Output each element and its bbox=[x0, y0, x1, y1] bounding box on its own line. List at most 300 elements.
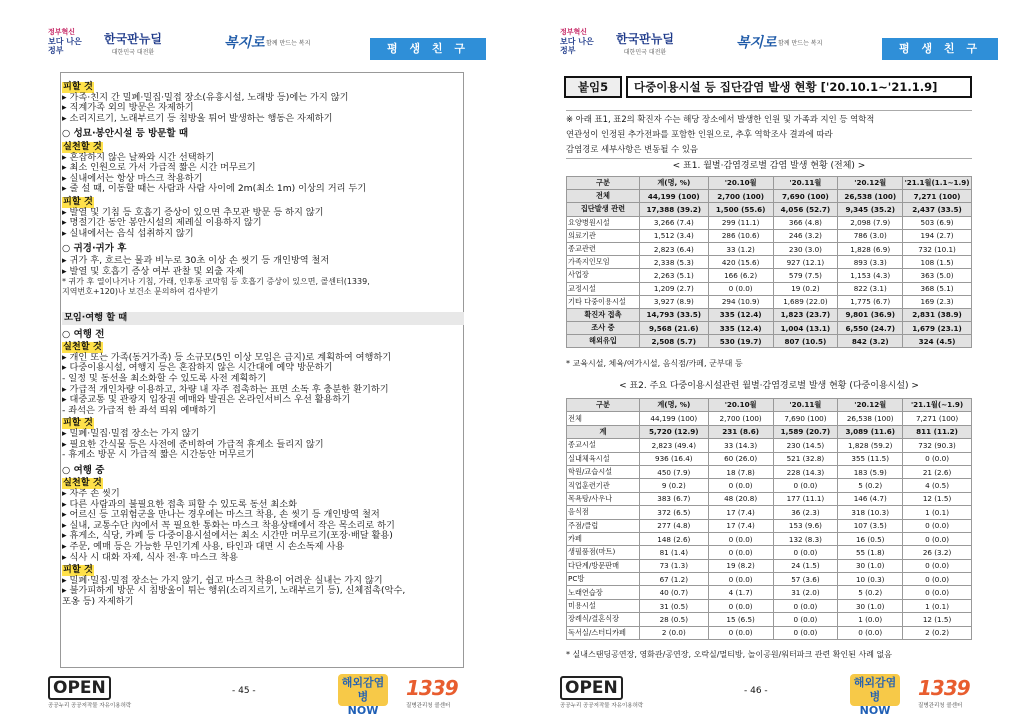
column-header: 계(명, %) bbox=[639, 399, 708, 412]
highlight-heading: 실천할 것 bbox=[63, 477, 102, 489]
table-cell: 9,568 (21.6) bbox=[639, 322, 708, 335]
note-line: 지역번호+120)나 보건소 문의하여 검사받기 bbox=[62, 287, 219, 297]
table-cell: 166 (6.2) bbox=[708, 269, 773, 282]
row-label: 직업훈련기관 bbox=[567, 479, 640, 492]
bullet-line: ▸ 다른 사람과의 불필요한 접촉 피할 수 있도록 동선 최소화 bbox=[62, 498, 298, 510]
table-cell: 2,823 (6.4) bbox=[639, 242, 708, 255]
table-cell: 1 (0.1) bbox=[903, 599, 972, 612]
table-cell: 6,550 (24.7) bbox=[838, 322, 903, 335]
table-cell: 73 (1.3) bbox=[639, 559, 708, 572]
column-header: '20.10월 bbox=[708, 177, 773, 190]
table-row bbox=[567, 586, 972, 599]
table-cell: 169 (2.3) bbox=[903, 295, 972, 308]
row-label: 요양병원시설 bbox=[567, 216, 640, 229]
gov-innovation-logo: 정부혁신 보다 나은 정부 bbox=[560, 28, 594, 55]
table-cell: 12 (1.5) bbox=[903, 613, 972, 626]
table-cell: 9,345 (35.2) bbox=[838, 203, 903, 216]
table-cell: 17 (7.4) bbox=[708, 519, 773, 532]
table-cell: 230 (3.0) bbox=[773, 242, 838, 255]
bullet-line: ▸ 다중이용시설, 여행지 등은 혼잡하지 않은 시간대에 예약 방문하기 bbox=[62, 362, 333, 374]
table-cell: 5 (0.2) bbox=[838, 586, 903, 599]
table-row bbox=[567, 546, 972, 559]
row-label: 집단발생 관련 bbox=[567, 203, 640, 216]
table-cell: 807 (10.5) bbox=[773, 335, 838, 348]
table-cell: 0 (0.0) bbox=[708, 573, 773, 586]
korean-new-deal-logo: 한국판뉴딜 대한민국 대전환 bbox=[616, 32, 674, 56]
table-cell: 9,801 (36.9) bbox=[838, 308, 903, 321]
table-cell: 0 (0.0) bbox=[903, 452, 972, 465]
table-cell: 2,437 (33.5) bbox=[903, 203, 972, 216]
table-cell: 48 (20.8) bbox=[708, 492, 773, 505]
row-label: 주점/클럽 bbox=[567, 519, 640, 532]
table-cell: 0 (0.0) bbox=[773, 626, 838, 639]
table-cell: 231 (8.6) bbox=[708, 425, 773, 438]
bullet-line: ▸ 줄 설 때, 이동할 때는 사람과 사람 사이에 2m(최소 1m) 이상의 거리 두기 bbox=[62, 183, 367, 195]
table-row bbox=[567, 573, 972, 586]
table-cell: 108 (1.5) bbox=[903, 256, 972, 269]
table-row bbox=[567, 492, 972, 505]
row-label: 전체 bbox=[567, 412, 640, 425]
table-row bbox=[567, 626, 972, 639]
bullet-line: - 좌석은 가급적 한 좌석 띄워 예매하기 bbox=[62, 404, 216, 416]
bullet-line: ▸ 실내, 교통수단 內에서 꼭 필요한 통화는 마스크 착용상태에서 작은 목소리로 하기 bbox=[62, 519, 395, 531]
table-row bbox=[567, 439, 972, 452]
table-row bbox=[567, 256, 972, 269]
bullet-line: ▸ 주문, 예매 등은 가능한 무인기계 사용, 타인과 대면 시 손소독제 사용 bbox=[62, 540, 345, 552]
page-header bbox=[560, 20, 998, 66]
bullet-line: ▸ 실내에서는 음식 섭취하지 않기 bbox=[62, 227, 194, 239]
table-row bbox=[567, 613, 972, 626]
table-row bbox=[567, 335, 972, 348]
table-cell: 0 (0.0) bbox=[773, 599, 838, 612]
highlight-line bbox=[62, 478, 464, 489]
row-label: 전체 bbox=[567, 190, 640, 203]
table-cell: 12 (1.5) bbox=[903, 492, 972, 505]
table-cell: 57 (3.6) bbox=[773, 573, 838, 586]
highlight-heading: 실천할 것 bbox=[63, 140, 102, 152]
table-cell: 33 (14.3) bbox=[708, 439, 773, 452]
hotline-1339-logo: 1339 bbox=[918, 676, 970, 700]
table-cell: 503 (6.9) bbox=[903, 216, 972, 229]
table-cell: 16 (0.5) bbox=[838, 532, 903, 545]
section-heading: ○ 귀경·귀가 후 bbox=[62, 243, 127, 255]
row-label: 음식점 bbox=[567, 506, 640, 519]
table-note: ※ 아래 표1, 표2의 확진자 수는 해당 장소에서 발생한 인원 및 가족과 지인 등 역학적 연관성이 인정된 추가전파를 포함한 인원으로, 추후 역학조사 결과에 따라 감염경로 세부사항은 변동될 수 있음 bbox=[566, 110, 972, 159]
table-cell: 0 (0.0) bbox=[708, 532, 773, 545]
table-cell: 0 (0.0) bbox=[708, 626, 773, 639]
table-cell: 420 (15.6) bbox=[708, 256, 773, 269]
table-row bbox=[567, 465, 972, 478]
bullet-line: ▸ 불가피하게 방문 시 침방울이 튀는 행위(소리지르기, 노래부르기 등), 신체접촉(악수, bbox=[62, 585, 406, 597]
table-cell: 1,689 (22.0) bbox=[773, 295, 838, 308]
table2-caption: < 표2. 주요 다중이용시설관련 월별·감염경로별 발생 현황 (다중이용시설) > bbox=[619, 381, 919, 391]
table-cell: 17 (7.4) bbox=[708, 506, 773, 519]
table-cell: 30 (1.0) bbox=[838, 599, 903, 612]
highlight-heading: 피할 것 bbox=[63, 81, 93, 92]
table-cell: 14,793 (33.5) bbox=[639, 308, 708, 321]
table1-footnote: * 교육시설, 체육/여가시설, 음식점/카페, 군부대 등 bbox=[566, 359, 743, 368]
table2-footnote: * 실내스탠딩공연장, 영화관/공연장, 오락실/멀티방, 놀이공원/워터파크 관련 확인된 사례 없음 bbox=[566, 650, 892, 659]
row-label: 노래연습장 bbox=[567, 586, 640, 599]
table-cell: 26,538 (100) bbox=[838, 190, 903, 203]
table-row bbox=[567, 295, 972, 308]
table-cell: 0 (0.0) bbox=[903, 586, 972, 599]
table-cell: 368 (5.1) bbox=[903, 282, 972, 295]
bullet-line: ▸ 휴게소, 식당, 카페 등 다중이용시설에서는 최소 시간만 머무르기(포장·배달 활용) bbox=[62, 530, 393, 542]
table-row bbox=[567, 479, 972, 492]
table-cell: 3,927 (8.9) bbox=[639, 295, 708, 308]
table-cell: 1,209 (2.7) bbox=[639, 282, 708, 295]
table-cell: 822 (3.1) bbox=[838, 282, 903, 295]
table-cell: 2,098 (7.9) bbox=[838, 216, 903, 229]
bullet-line: ▸ 어르신 등 고위험군을 만나는 경우에는 마스크 착용, 손 씻기 등 개인방역 철저 bbox=[62, 509, 380, 521]
table-cell: 153 (9.6) bbox=[773, 519, 838, 532]
column-header: 구분 bbox=[567, 177, 640, 190]
bullet-line: ▸ 혼잡하지 않은 날짜와 시간 선택하기 bbox=[62, 151, 215, 163]
table-cell: 0 (0.0) bbox=[773, 546, 838, 559]
bullet-line: ▸ 소리지르기, 노래부르기 등 침방울 튀어 발생하는 행동은 자제하기 bbox=[62, 112, 333, 124]
table-cell: 372 (6.5) bbox=[639, 506, 708, 519]
table-cell: 60 (26.0) bbox=[708, 452, 773, 465]
bullet-line: 포옹 등) 자제하기 bbox=[62, 595, 134, 607]
column-header: '20.12월 bbox=[838, 177, 903, 190]
table-cell: 0 (0.0) bbox=[903, 519, 972, 532]
table-cell: 1 (0.1) bbox=[903, 506, 972, 519]
table-cell: 44,199 (100) bbox=[639, 190, 708, 203]
table-cell: 4 (1.7) bbox=[708, 586, 773, 599]
table-cell: 2,263 (5.1) bbox=[639, 269, 708, 282]
table-cell: 7,271 (100) bbox=[903, 412, 972, 425]
highlight-line bbox=[62, 142, 464, 153]
table-row bbox=[567, 308, 972, 321]
page-number: - 46 - bbox=[744, 686, 768, 696]
table1-caption: < 표1. 월별·감염경로별 감염 발생 현황 (전체) > bbox=[672, 161, 866, 171]
table-cell: 26 (3.2) bbox=[903, 546, 972, 559]
bullet-line: ▸ 밀폐·밀집·밀접 장소는 가지 않기, 쉽고 마스크 착용이 어려운 실내는 가지 않기 bbox=[62, 574, 383, 586]
table-cell: 0 (0.0) bbox=[773, 613, 838, 626]
guideline-text bbox=[62, 80, 464, 608]
table-row bbox=[567, 190, 972, 203]
table-cell: 7,690 (100) bbox=[773, 412, 838, 425]
table-cell: 2,338 (5.3) bbox=[639, 256, 708, 269]
table2-facilities bbox=[566, 398, 972, 640]
table-cell: 33 (1.2) bbox=[708, 242, 773, 255]
row-label: 독서실/스터디카페 bbox=[567, 626, 640, 639]
column-header: 계(명, %) bbox=[639, 177, 708, 190]
table-row bbox=[567, 282, 972, 295]
table-cell: 31 (2.0) bbox=[773, 586, 838, 599]
table-cell: 1,512 (3.4) bbox=[639, 229, 708, 242]
table-cell: 2,700 (100) bbox=[708, 190, 773, 203]
table-cell: 2,831 (38.9) bbox=[903, 308, 972, 321]
open-license-caption: 공공누리 공공저작물 자유이용허락 bbox=[48, 703, 132, 709]
column-header: '20.10월 bbox=[708, 399, 773, 412]
table-cell: 28 (0.5) bbox=[639, 613, 708, 626]
table-row bbox=[567, 506, 972, 519]
table-cell: 363 (5.0) bbox=[903, 269, 972, 282]
table-row bbox=[567, 519, 972, 532]
table-cell: 0 (0.0) bbox=[708, 599, 773, 612]
table-cell: 2,700 (100) bbox=[708, 412, 773, 425]
table-row bbox=[567, 452, 972, 465]
table-cell: 521 (32.8) bbox=[773, 452, 838, 465]
row-label: 미용시설 bbox=[567, 599, 640, 612]
attachment-title: 다중이용시설 등 집단감염 발생 현황 ['20.10.1~'21.1.9] bbox=[626, 76, 972, 98]
row-label: 종교시설 bbox=[567, 439, 640, 452]
table-cell: 1,153 (4.3) bbox=[838, 269, 903, 282]
row-label: 실내체육시설 bbox=[567, 452, 640, 465]
table-cell: 246 (3.2) bbox=[773, 229, 838, 242]
table-row bbox=[567, 229, 972, 242]
table-cell: 0 (0.0) bbox=[838, 626, 903, 639]
table-cell: 277 (4.8) bbox=[639, 519, 708, 532]
table-cell: 146 (4.7) bbox=[838, 492, 903, 505]
bokjiro-logo: 복지로 bbox=[224, 35, 265, 51]
table-cell: 0 (0.0) bbox=[708, 546, 773, 559]
table-cell: 355 (11.5) bbox=[838, 452, 903, 465]
column-header: '20.11월 bbox=[773, 177, 838, 190]
bullet-line: ▸ 가급적 개인차량 이용하고, 차량 내 자주 접촉하는 표면 소독 후 충분한 환기하기 bbox=[62, 383, 389, 395]
table-cell: 299 (11.1) bbox=[708, 216, 773, 229]
row-label: 종교관련 bbox=[567, 242, 640, 255]
note-line: * 귀가 후 열이나거나 기침, 가래, 인후통 코막힘 등 호흡기 증상이 있으면, 콜센터(1339, bbox=[62, 277, 370, 287]
column-header: '20.11월 bbox=[773, 399, 838, 412]
highlight-heading: 실천할 것 bbox=[63, 341, 102, 353]
table-cell: 24 (1.5) bbox=[773, 559, 838, 572]
bullet-line: - 일정 및 동선을 최소화할 수 있도록 사전 계획하기 bbox=[62, 373, 267, 385]
bullet-line: ▸ 필요한 간식물 등은 사전에 준비하여 가급적 휴게소 들리지 않기 bbox=[62, 438, 324, 450]
table-cell: 40 (0.7) bbox=[639, 586, 708, 599]
table-cell: 2 (0.0) bbox=[639, 626, 708, 639]
table-cell: 228 (14.3) bbox=[773, 465, 838, 478]
table-cell: 44,199 (100) bbox=[639, 412, 708, 425]
highlight-line bbox=[62, 82, 464, 93]
table-cell: 0 (0.0) bbox=[903, 573, 972, 586]
row-label: 조사 중 bbox=[567, 322, 640, 335]
open-license-caption: 공공누리 공공저작물 자유이용허락 bbox=[560, 703, 644, 709]
row-label: 가족지인모임 bbox=[567, 256, 640, 269]
attachment-label: 붙임5 bbox=[564, 76, 622, 98]
table-cell: 335 (12.4) bbox=[708, 322, 773, 335]
bullet-line: ▸ 자주 손 씻기 bbox=[62, 488, 120, 499]
table-row bbox=[567, 216, 972, 229]
table-cell: 19 (0.2) bbox=[773, 282, 838, 295]
table-cell: 10 (0.3) bbox=[838, 573, 903, 586]
bokjiro-slogan: 함께 만드는 복지 bbox=[266, 40, 311, 47]
row-label: 해외유입 bbox=[567, 335, 640, 348]
page-footer bbox=[48, 672, 486, 717]
hotline-caption: 질병관리청 콜센터 bbox=[406, 703, 451, 709]
table-row bbox=[567, 532, 972, 545]
table-cell: 1,828 (6.9) bbox=[838, 242, 903, 255]
table-cell: 579 (7.5) bbox=[773, 269, 838, 282]
highlight-heading: 피할 것 bbox=[63, 417, 93, 429]
bullet-line: ▸ 실내에서는 항상 마스크 착용하기 bbox=[62, 172, 203, 184]
page-46 bbox=[512, 0, 1024, 725]
row-label: 다단계/방문판매 bbox=[567, 559, 640, 572]
page-number: - 45 - bbox=[232, 686, 256, 696]
table-cell: 15 (6.5) bbox=[708, 613, 773, 626]
table-cell: 3,266 (7.4) bbox=[639, 216, 708, 229]
bullet-line: ▸ 개인 또는 가족(동거가족) 등 소규모(5인 이상 모임은 금지)로 계획하여 여행하기 bbox=[62, 351, 392, 363]
table-header-row bbox=[567, 399, 972, 412]
hotline-1339-logo: 1339 bbox=[406, 676, 458, 700]
korean-new-deal-logo: 한국판뉴딜 대한민국 대전환 bbox=[104, 32, 162, 56]
spacer bbox=[62, 297, 464, 302]
table-cell: 318 (10.3) bbox=[838, 506, 903, 519]
table-cell: 732 (90.3) bbox=[903, 439, 972, 452]
bullet-line: ▸ 명절기간 동안 봉안시설의 제례실 이용하지 않기 bbox=[62, 217, 262, 229]
table-cell: 132 (8.3) bbox=[773, 532, 838, 545]
overseas-infection-now-logo: 해외감염병 NOW bbox=[338, 674, 388, 706]
table-cell: 4,056 (52.7) bbox=[773, 203, 838, 216]
table-cell: 842 (3.2) bbox=[838, 335, 903, 348]
table-cell: 30 (1.0) bbox=[838, 559, 903, 572]
highlight-heading: 피할 것 bbox=[63, 564, 93, 576]
table-cell: 18 (7.8) bbox=[708, 465, 773, 478]
table-cell: 1,823 (23.7) bbox=[773, 308, 838, 321]
bullet-line: ▸ 발열 및 기침 등 호흡기 증상이 있으면 추모관 방문 등 하지 않기 bbox=[62, 206, 324, 218]
bullet-line: ▸ 직계가족 외의 방문은 자제하기 bbox=[62, 102, 194, 114]
table-cell: 194 (2.7) bbox=[903, 229, 972, 242]
table-row bbox=[567, 203, 972, 216]
table-row bbox=[567, 425, 972, 438]
column-header: '21.1월(1.1~1.9) bbox=[903, 177, 972, 190]
table-cell: 3,089 (11.6) bbox=[838, 425, 903, 438]
highlight-line bbox=[62, 197, 464, 208]
table-cell: 1,500 (55.6) bbox=[708, 203, 773, 216]
table-cell: 5 (0.2) bbox=[838, 479, 903, 492]
column-header: '21.1월(~1.9) bbox=[903, 399, 972, 412]
table-cell: 530 (19.7) bbox=[708, 335, 773, 348]
table-cell: 811 (11.2) bbox=[903, 425, 972, 438]
table-cell: 0 (0.0) bbox=[903, 559, 972, 572]
table-cell: 1,828 (59.2) bbox=[838, 439, 903, 452]
bullet-line: ▸ 대중교통 및 관광지 입장권 예매와 발권은 온라인서비스 우선 활용하기 bbox=[62, 394, 351, 406]
table1-monthly-route bbox=[566, 176, 972, 348]
box-heading: 모임·여행 할 때 bbox=[62, 312, 464, 325]
bullet-line: ▸ 최소 인원으로 가서 가급적 짧은 시간 머무르기 bbox=[62, 162, 256, 174]
overseas-infection-now-logo: 해외감염병 NOW bbox=[850, 674, 900, 706]
open-license-logo: OPEN bbox=[48, 676, 111, 700]
table-cell: 2,823 (49.4) bbox=[639, 439, 708, 452]
table-cell: 19 (8.2) bbox=[708, 559, 773, 572]
table-cell: 936 (16.4) bbox=[639, 452, 708, 465]
row-label: 확진자 접촉 bbox=[567, 308, 640, 321]
lifelong-friend-badge: 평 생 친 구 bbox=[370, 38, 486, 60]
table-cell: 294 (10.9) bbox=[708, 295, 773, 308]
table-cell: 5,720 (12.9) bbox=[639, 425, 708, 438]
table-row bbox=[567, 322, 972, 335]
table-cell: 183 (5.9) bbox=[838, 465, 903, 478]
table-cell: 2,508 (5.7) bbox=[639, 335, 708, 348]
table-cell: 1,679 (23.1) bbox=[903, 322, 972, 335]
table-cell: 383 (6.7) bbox=[639, 492, 708, 505]
row-label: 의료기관 bbox=[567, 229, 640, 242]
table-row bbox=[567, 412, 972, 425]
table-cell: 55 (1.8) bbox=[838, 546, 903, 559]
row-label: 목욕탕/사우나 bbox=[567, 492, 640, 505]
bokjiro-slogan: 함께 만드는 복지 bbox=[778, 40, 823, 47]
table-cell: 26,538 (100) bbox=[838, 412, 903, 425]
gov-innovation-logo: 정부혁신 보다 나은 정부 bbox=[48, 28, 82, 55]
table-cell: 1 (0.0) bbox=[838, 613, 903, 626]
table-cell: 732 (10.1) bbox=[903, 242, 972, 255]
row-label: 카페 bbox=[567, 532, 640, 545]
bullet-line: ▸ 밀폐·밀집·밀접 장소는 가지 않기 bbox=[62, 428, 200, 440]
bullet-line: ▸ 귀가 후, 흐르는 물과 비누로 30초 이상 손 씻기 등 개인방역 철저 bbox=[62, 254, 330, 266]
table-cell: 286 (10.6) bbox=[708, 229, 773, 242]
table-cell: 927 (12.1) bbox=[773, 256, 838, 269]
table-cell: 81 (1.4) bbox=[639, 546, 708, 559]
table-cell: 366 (4.8) bbox=[773, 216, 838, 229]
table-cell: 0 (0.0) bbox=[708, 479, 773, 492]
table-cell: 450 (7.9) bbox=[639, 465, 708, 478]
row-label: 장례식/결혼식장 bbox=[567, 613, 640, 626]
table-cell: 786 (3.0) bbox=[838, 229, 903, 242]
table-cell: 335 (12.4) bbox=[708, 308, 773, 321]
bullet-line: - 휴게소 방문 시 가급적 짧은 시간동안 머무르기 bbox=[62, 449, 255, 461]
table-cell: 4 (0.5) bbox=[903, 479, 972, 492]
row-label: 사업장 bbox=[567, 269, 640, 282]
table-row bbox=[567, 269, 972, 282]
bokjiro-logo: 복지로 bbox=[736, 35, 777, 51]
row-label: 계 bbox=[567, 425, 640, 438]
section-heading: ○ 여행 중 bbox=[62, 464, 105, 476]
open-license-logo: OPEN bbox=[560, 676, 623, 700]
table-cell: 9 (0.2) bbox=[639, 479, 708, 492]
table-cell: 148 (2.6) bbox=[639, 532, 708, 545]
table-cell: 230 (14.5) bbox=[773, 439, 838, 452]
row-label: PC방 bbox=[567, 573, 640, 586]
table-cell: 1,775 (6.7) bbox=[838, 295, 903, 308]
table-row bbox=[567, 559, 972, 572]
table-cell: 31 (0.5) bbox=[639, 599, 708, 612]
lifelong-friend-badge: 평 생 친 구 bbox=[882, 38, 998, 60]
row-label: 교정시설 bbox=[567, 282, 640, 295]
bullet-line: ▸ 식사 시 대화 자제, 식사 전·후 마스크 착용 bbox=[62, 551, 238, 563]
table-cell: 36 (2.3) bbox=[773, 506, 838, 519]
table-cell: 893 (3.3) bbox=[838, 256, 903, 269]
table-cell: 7,271 (100) bbox=[903, 190, 972, 203]
table-cell: 324 (4.5) bbox=[903, 335, 972, 348]
bullet-line: ▸ 가족·친지 간 밀폐·밀집·밀접 장소(유흥시설, 노래방 등)에는 가지 않기 bbox=[62, 91, 349, 103]
table-cell: 2 (0.2) bbox=[903, 626, 972, 639]
table-header-row bbox=[567, 177, 972, 190]
row-label: 기타 다중이용시설 bbox=[567, 295, 640, 308]
table-row bbox=[567, 599, 972, 612]
section-heading: ○ 여행 전 bbox=[62, 328, 105, 340]
table-row bbox=[567, 242, 972, 255]
bullet-line: ▸ 발열 및 호흡기 증상 여부 관찰 및 외출 자제 bbox=[62, 265, 244, 277]
table-cell: 107 (3.5) bbox=[838, 519, 903, 532]
column-header: '20.12월 bbox=[838, 399, 903, 412]
row-label: 학원/교습시설 bbox=[567, 465, 640, 478]
page-footer bbox=[560, 672, 998, 717]
section-heading: ○ 성묘·봉안시설 등 방문할 때 bbox=[62, 128, 189, 140]
table-cell: 0 (0.0) bbox=[903, 532, 972, 545]
table-cell: 1,004 (13.1) bbox=[773, 322, 838, 335]
table-cell: 21 (2.6) bbox=[903, 465, 972, 478]
page-header bbox=[48, 20, 486, 66]
table-cell: 17,388 (39.2) bbox=[639, 203, 708, 216]
table-cell: 7,690 (100) bbox=[773, 190, 838, 203]
highlight-heading: 피할 것 bbox=[63, 195, 93, 207]
table-cell: 0 (0.0) bbox=[708, 282, 773, 295]
row-label: 생필품점(마트) bbox=[567, 546, 640, 559]
table-cell: 67 (1.2) bbox=[639, 573, 708, 586]
table-cell: 1,589 (20.7) bbox=[773, 425, 838, 438]
